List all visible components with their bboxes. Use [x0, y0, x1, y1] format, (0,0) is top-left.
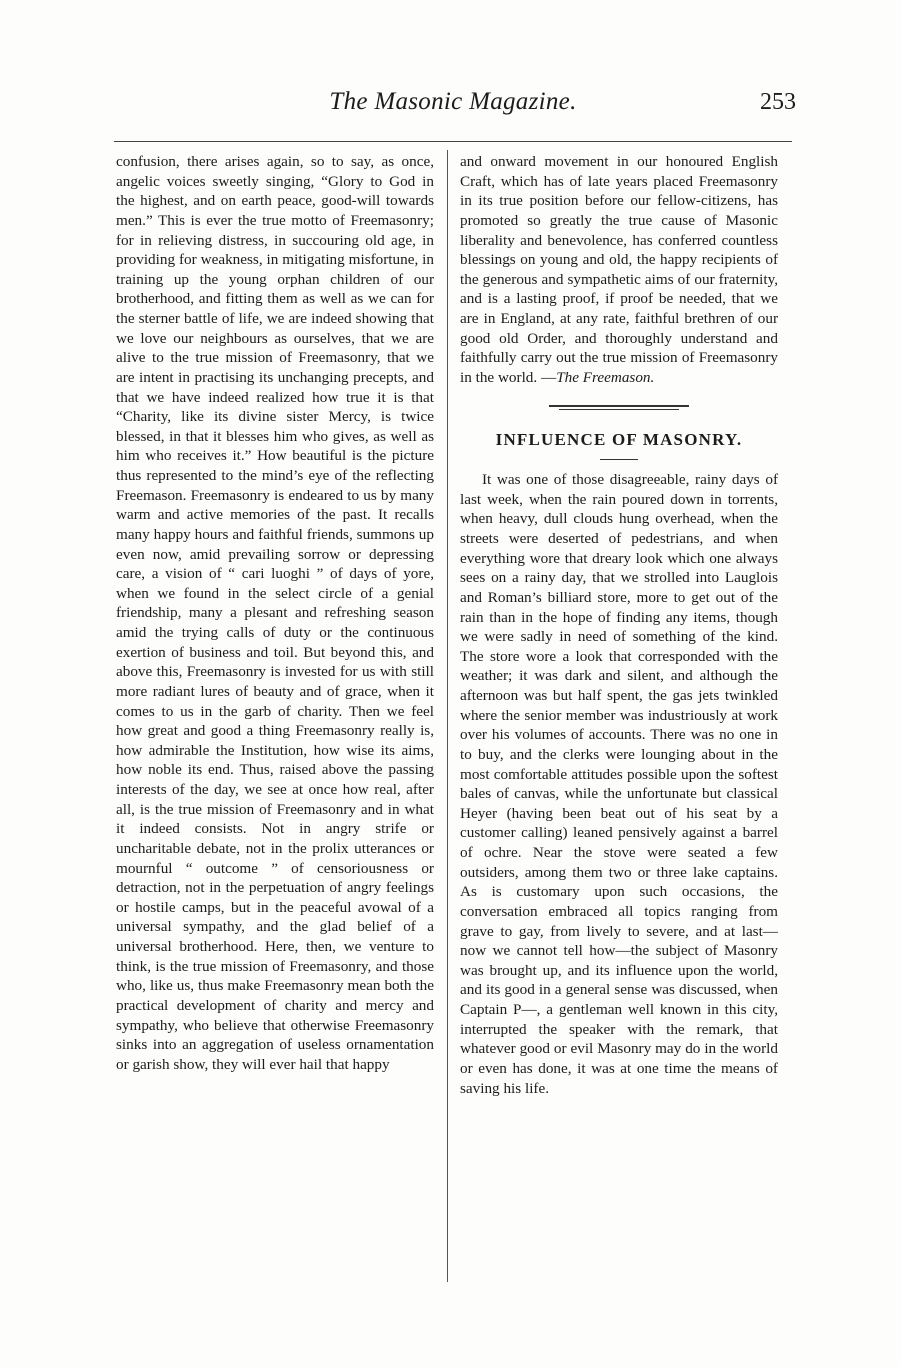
left-column — [116, 152, 434, 1074]
page-number: 253 — [760, 89, 796, 115]
right-column — [460, 152, 778, 1098]
section-ornament — [549, 404, 689, 410]
left-column-text: confusion, there arises again, so to say, as once, angelic voices sweetly singing, “Glory to God in the highest, and on earth peace, good-will towards men.” This is ever the true motto of Freemasonry; for in relieving distress, in succouring old age, in providing for weakness, in mitigating misfortune, in training up the young orphan children of our brotherhood, and fitting them as well as we can for the sterner battle of life, we are indeed showing that we love our neighbours as ourselves, that we are alive to the true mission of Freemasonry, that we are intent in practising its unchanging precepts, and that we have indeed realized how true it is that “Charity, like its divine sister Mercy, is twice blessed, in that it blesses him who gives, as well as him who receives it.” How beautiful is the picture thus represented to the mind’s eye of the reflecting Freemason. Freemasonry is endeared to us by many warm and active memories of the past. It recalls many happy hours and faithful friends, summons up even now, amid prevailing sorrow or depressing care, a vision of “ cari luoghi ” of days of yore, when we found in the select circle of a genial friendship, many a plesant and refreshing season amid the trying calls of duty or the continuous exertion of business and toil. But beyond this, and above this, Freemasonry is invested for us with still more radiant lures of beauty and of grace, when it comes to us in the garb of charity. Then we feel how great and good a thing Freemasonry really is, how admirable the Institution, how wise its aims, how noble its end. Thus, raised above the passing interests of the day, we see at once how real, after all, is the true mission of Freemasonry and in what it indeed consists. Not in angry strife or uncharitable debate, not in the prolix utterances or mournful “ outcome ” of censoriousness or detraction, not in the perpetuation of angry feelings or hostile camps, but in the peaceful avowal of a universal sympathy, and the glad belief of a universal brotherhood. Here, then, we venture to think, is the true mission of Freemasonry, and those who, like us, thus make Freemasonry mean both the practical development of charity and mercy and sympathy, who believe that otherwise Freemasonry sinks into an aggregation of useless ornamentation or garish show, they will ever hail that happy — [116, 153, 434, 1073]
article-body: It was one of those disagreeable, rainy days of last week, when the rain poured down in torrents, when heavy, dull clouds hung overhead, when the streets were deserted of pedestrians, and when everything wore that dreary look which one always sees on a rainy day, that we strolled into Lauglois and Roman’s billiard store, more to get out of the rain than in the hope of finding any items, though we were sadly in need of something of the kind. The store wore a look that corresponded with the weather; it was dark and silent, and although the afternoon was but half spent, the gas jets twinkled where the senior member was industriously at work over his volumes of accounts. There was no one in to buy, and the clerks were lounging about in the most comfortable attitudes possible upon the softest bales of canvas, while the unfortunate but classical Heyer (having been beat out of his seat by a customer calling) leaned pensively against a barrel of ochre. Near the stove were seated a few outsiders, among them two or three lake captains. As is customary upon such occasions, the conversation embraced all topics ranging from grave to gay, from lively to severe, and at last—now we cannot tell how—the subject of Masonry was brought up, and its influence upon the world, and its good in a general sense was discussed, when Captain P—, a gentleman well known in this city, interrupted the speaker with the remark, that whatever good or evil Masonry may do in the world or even has done, it was at one time the means of saving his life. — [460, 471, 778, 1097]
previous-article-text: and onward movement in our honoured English Craft, which has of late years placed Freemasonry in its true position before our fellow-citizens, has promoted so greatly the true cause of Masonic liberality and benevolence, has conferred countless blessings on young and old, the happy recipients of the generous and sympathetic aims of our fraternity, and is a lasting proof, if proof be needed, that we are in England, at any rate, faithful brethren of our good old Order, and thoroughly understand and faithfully carry out the true mission of Freemasonry in the world. — — [460, 153, 778, 386]
previous-article-ending — [460, 152, 778, 388]
source-attribution: The Freemason. — [556, 368, 655, 386]
column-divider — [447, 150, 448, 1282]
header-rule — [114, 141, 792, 142]
running-title: The Masonic Magazine. — [329, 88, 577, 115]
title-rule — [600, 459, 638, 460]
page-header — [110, 88, 796, 128]
article-title: INFLUENCE OF MASONRY. — [495, 429, 743, 449]
